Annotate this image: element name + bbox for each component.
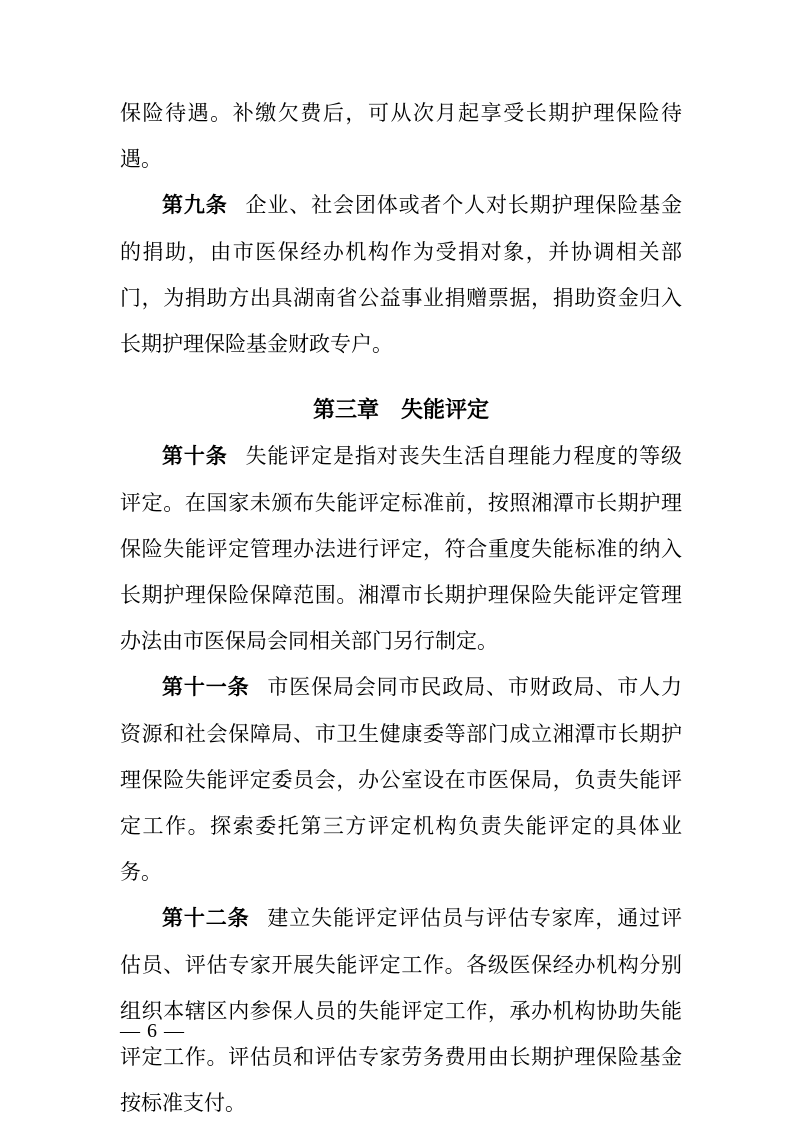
document-body [120,90,682,1123]
article-11-text: 市医保局会同市民政局、市财政局、市人力资源和社会保障局、市卫生健康委等部门成立湘潭市长期护理保险失能评定委员会，办公室设在市医保局，负责失能评定工作。探索委托第三方评定机构负责失能评定的具体业务。 [120,675,682,884]
paragraph-article-9 [120,182,682,367]
paragraph-article-10 [120,433,682,664]
paragraph-article-11 [120,664,682,895]
article-12-text: 建立失能评定评估员与评估专家库，通过评估员、评估专家开展失能评定工作。各级医保经办机构分别组织本辖区内参保人员的失能评定工作，承办机构协助失能评定工作。评估员和评估专家劳务费用由长期护理保险基金按标准支付。 [120,906,682,1115]
article-10-label: 第十条 [162,445,228,468]
article-9-label: 第九条 [162,194,228,217]
article-9-text: 企业、社会团体或者个人对长期护理保险基金的捐助，由市医保经办机构作为受捐对象，并协调相关部门，为捐助方出具湖南省公益事业捐赠票据，捐助资金归入长期护理保险基金财政专户。 [120,193,683,356]
paragraph-continuation: 保险待遇。补缴欠费后，可从次月起享受长期护理保险待遇。 [120,101,682,171]
article-10-text: 失能评定是指对丧失生活自理能力程度的等级评定。在国家未颁布失能评定标准前，按照湘潭市长期护理保险失能评定管理办法进行评定，符合重度失能标准的纳入长期护理保险保障范围。湘潭市长期护理保险失能评定管理办法由市医保局会同相关部门另行制定。 [120,444,683,653]
paragraph-article-12 [120,895,682,1123]
article-12-label: 第十二条 [162,907,250,930]
chapter-heading: 第三章 失能评定 [312,397,489,422]
article-11-label: 第十一条 [162,676,250,699]
page-number: — 6 — [120,1020,185,1042]
